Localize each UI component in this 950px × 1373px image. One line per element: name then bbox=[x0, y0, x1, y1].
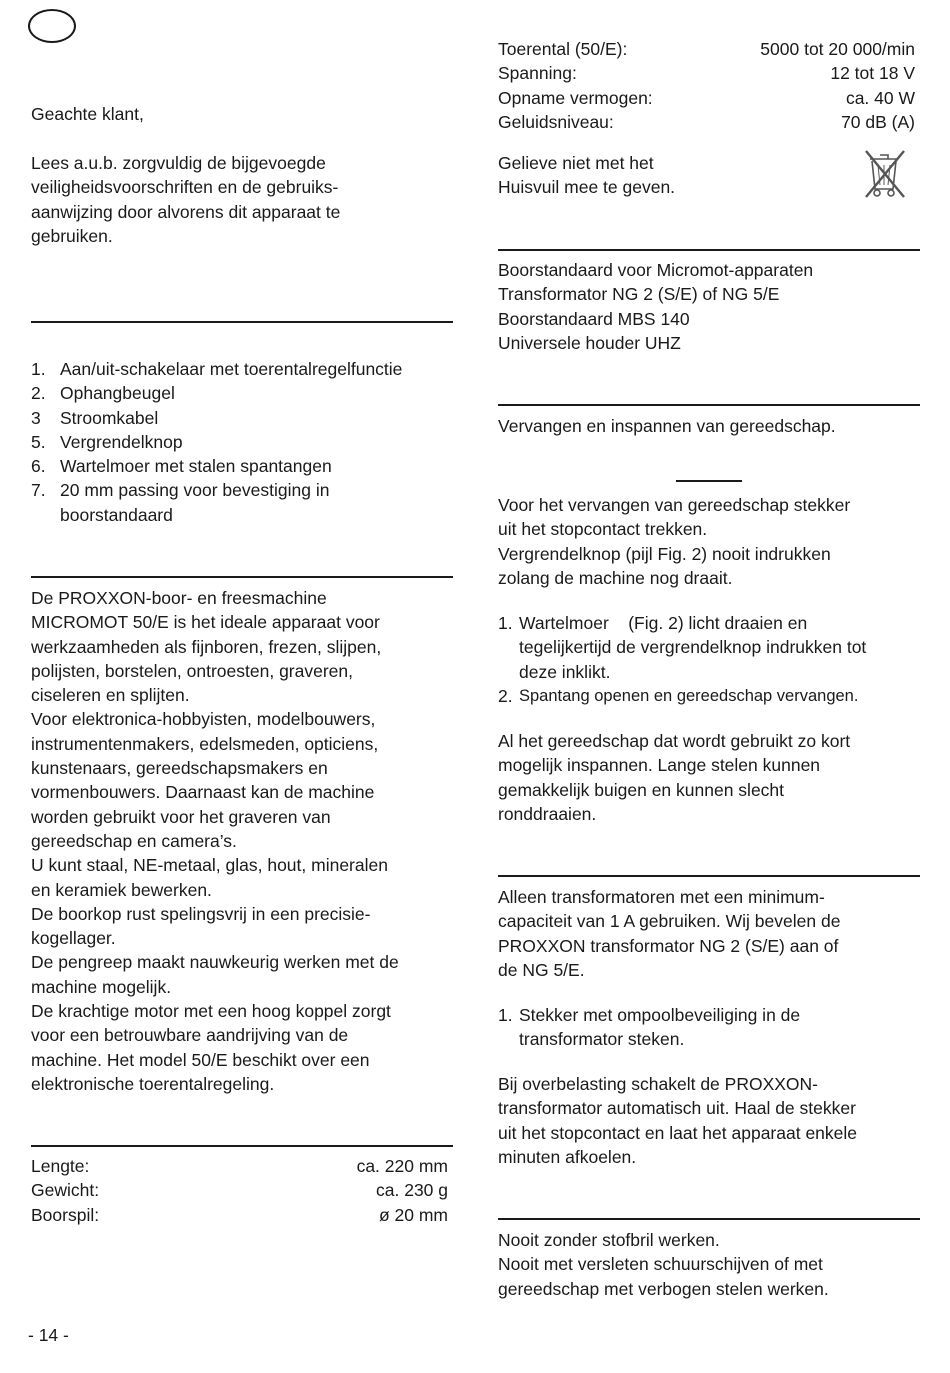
intro-paragraph bbox=[31, 151, 453, 248]
spec-value: ca. 40 W bbox=[845, 87, 915, 108]
dimension-value: ø 20 mm bbox=[378, 1204, 448, 1225]
item-number: 7. bbox=[31, 480, 46, 501]
transformer-line: de NG 5/E. bbox=[498, 959, 585, 980]
dimension-label: Gewicht: bbox=[31, 1180, 100, 1201]
step-item bbox=[498, 1003, 920, 1052]
section-rule bbox=[498, 404, 920, 406]
step-text: Spantang openen en gereedschap vervangen. bbox=[519, 686, 859, 705]
spec-value: 70 dB (A) bbox=[841, 111, 915, 132]
step-number: 1. bbox=[498, 1005, 513, 1025]
description-line: vormenbouwers. Daarnaast kan de machine bbox=[31, 782, 375, 803]
safety-line: Nooit zonder stofbril werken. bbox=[498, 1230, 720, 1250]
item-text bbox=[60, 478, 329, 527]
spec-row bbox=[498, 61, 915, 85]
greeting: Geachte klant, bbox=[31, 104, 144, 124]
spec-row bbox=[498, 110, 915, 134]
language-badge-oval bbox=[28, 9, 76, 43]
spec-value: 5000 tot 20 000/min bbox=[760, 39, 915, 59]
accessory-item: Boorstandaard MBS 140 bbox=[498, 308, 690, 329]
description-line: en keramiek bewerken. bbox=[31, 879, 212, 900]
overload-line: Bij overbelasting schakelt de PROXXON- bbox=[498, 1074, 818, 1094]
crossed-out-wheelie-bin-icon bbox=[858, 145, 910, 201]
step-line: Stekker met ompoolbeveiliging in de bbox=[519, 1005, 801, 1025]
specs-table bbox=[498, 37, 915, 134]
description-line: De krachtige motor met een hoog koppel zorgt bbox=[31, 1001, 391, 1022]
spec-label: Opname vermogen: bbox=[498, 87, 653, 108]
overload-line: uit het stopcontact en laat het apparaat enkele bbox=[498, 1122, 858, 1143]
step-line: transformator steken. bbox=[519, 1029, 685, 1050]
transformer-line: capaciteit van 1 A gebruiken. Wij bevelen de bbox=[498, 911, 841, 932]
description-line: instrumentenmakers, edelsmeden, opticiens, bbox=[31, 733, 379, 754]
overload-line: minuten afkoelen. bbox=[498, 1146, 637, 1167]
section-rule bbox=[498, 249, 920, 251]
overload-line: transformator automatisch uit. Haal de stekker bbox=[498, 1098, 856, 1119]
step-number: 2. bbox=[498, 685, 513, 706]
spec-label: Toerental (50/E): bbox=[498, 39, 628, 59]
disposal-line: Gelieve niet met het bbox=[498, 153, 654, 173]
dimensions-table bbox=[31, 1154, 448, 1227]
tool-change-heading: Vervangen en inspannen van gereedschap. bbox=[498, 416, 836, 436]
transformer-line: PROXXON transformator NG 2 (S/E) aan of bbox=[498, 935, 839, 956]
intro-line: gebruiken. bbox=[31, 225, 113, 246]
step-number: 1. bbox=[498, 613, 513, 633]
clamp-note-paragraph bbox=[498, 729, 920, 826]
description-line: gereedschap en camera’s. bbox=[31, 830, 237, 851]
warning-line: Vergrendelknop (pijl Fig. 2) nooit indrukken bbox=[498, 543, 831, 564]
item-number: 5. bbox=[31, 431, 46, 452]
warning-line: zolang de machine nog draait. bbox=[498, 567, 733, 588]
overload-paragraph bbox=[498, 1072, 920, 1169]
item-text-line: 20 mm passing voor bevestiging in bbox=[60, 480, 330, 501]
parts-list bbox=[31, 357, 461, 527]
transformer-paragraph bbox=[498, 885, 920, 982]
clamp-note-line: Al het gereedschap dat wordt gebruikt zo kort bbox=[498, 731, 851, 751]
parts-list-item bbox=[31, 357, 461, 381]
description-line: worden gebruikt voor het graveren van bbox=[31, 806, 331, 827]
dimension-row bbox=[31, 1178, 448, 1202]
description-line: kunstenaars, gereedschapsmakers en bbox=[31, 758, 328, 779]
description-line: Voor elektronica-hobbyisten, modelbouwers, bbox=[31, 709, 376, 730]
description-line: U kunt staal, NE-metaal, glas, hout, mineralen bbox=[31, 855, 388, 876]
section-rule bbox=[31, 321, 453, 323]
parts-list-item bbox=[31, 478, 461, 527]
item-text: Wartelmoer met stalen spantangen bbox=[60, 456, 332, 477]
section-rule bbox=[498, 1218, 920, 1220]
step-item bbox=[498, 684, 928, 708]
warning-line: uit het stopcontact trekken. bbox=[498, 519, 708, 540]
item-number: 2. bbox=[31, 383, 46, 404]
intro-line: Lees a.u.b. zorgvuldig de bijgevoegde bbox=[31, 153, 326, 173]
intro-line: veiligheidsvoorschriften en de gebruiks- bbox=[31, 177, 339, 198]
section-rule bbox=[31, 576, 453, 578]
item-number: 3 bbox=[31, 407, 41, 428]
safety-line: gereedschap met verbogen stelen werken. bbox=[498, 1278, 829, 1299]
description-line: elektronische toerentalregeling. bbox=[31, 1073, 275, 1094]
transformer-line: Alleen transformatoren met een minimum- bbox=[498, 887, 825, 907]
spec-row bbox=[498, 86, 915, 110]
dimension-row bbox=[31, 1203, 448, 1227]
step-line: deze inklikt. bbox=[519, 661, 611, 682]
description-line: De PROXXON-boor- en freesmachine bbox=[31, 588, 327, 608]
safety-paragraph bbox=[498, 1228, 920, 1301]
spec-row bbox=[498, 37, 915, 61]
clamp-note-line: mogelijk inspannen. Lange stelen kunnen bbox=[498, 755, 821, 776]
description-line: voor een betrouwbare aandrijving van de bbox=[31, 1025, 349, 1046]
item-text-line: boorstandaard bbox=[60, 504, 173, 525]
warning-line: Voor het vervangen van gereedschap stekker bbox=[498, 495, 851, 515]
description-line: De boorkop rust spelingsvrij in een precisie- bbox=[31, 903, 371, 924]
accessory-item: Boorstandaard voor Micromot-apparaten bbox=[498, 260, 814, 280]
description-paragraph bbox=[31, 586, 453, 1096]
tool-change-steps bbox=[498, 611, 928, 708]
section-rule bbox=[498, 875, 920, 877]
item-text: Aan/uit-schakelaar met toerentalregelfunctie bbox=[60, 359, 403, 379]
item-text: Ophangbeugel bbox=[60, 383, 175, 404]
description-line: De pengreep maakt nauwkeurig werken met de bbox=[31, 952, 399, 973]
step-line: tegelijkertijd de vergrendelknop indrukken tot bbox=[519, 637, 867, 658]
description-line: ciseleren en splijten. bbox=[31, 685, 190, 706]
spec-label: Spanning: bbox=[498, 63, 577, 84]
step-text bbox=[519, 611, 866, 684]
transformer-steps bbox=[498, 1003, 920, 1052]
description-line: kogellager. bbox=[31, 928, 116, 949]
description-line: machine. Het model 50/E beschikt over een bbox=[31, 1049, 370, 1070]
clamp-note-line: gemakkelijk buigen en kunnen slecht bbox=[498, 779, 785, 800]
accessory-item: Universele houder UHZ bbox=[498, 332, 681, 353]
parts-list-item bbox=[31, 406, 461, 430]
step-line: Wartelmoer (Fig. 2) licht draaien en bbox=[519, 613, 808, 633]
dimension-value: ca. 220 mm bbox=[356, 1156, 448, 1176]
description-line: machine mogelijk. bbox=[31, 976, 172, 997]
parts-list-item bbox=[31, 454, 461, 478]
step-text bbox=[519, 1003, 800, 1052]
warning-paragraph bbox=[498, 493, 920, 590]
dimension-value: ca. 230 g bbox=[376, 1180, 448, 1201]
parts-list-item bbox=[31, 381, 461, 405]
disposal-line: Huisvuil mee te geven. bbox=[498, 177, 676, 198]
subsection-rule bbox=[676, 480, 742, 482]
item-text: Stroomkabel bbox=[60, 407, 159, 428]
item-number: 1. bbox=[31, 359, 46, 379]
intro-line: aanwijzing door alvorens dit apparaat te bbox=[31, 201, 341, 222]
dimension-row bbox=[31, 1154, 448, 1178]
dimension-label: Boorspil: bbox=[31, 1204, 100, 1225]
step-item bbox=[498, 611, 928, 684]
description-line: MICROMOT 50/E is het ideale apparaat voor bbox=[31, 612, 380, 633]
page-number: - 14 - bbox=[28, 1325, 69, 1345]
disposal-note bbox=[498, 151, 798, 200]
accessory-item: Transformator NG 2 (S/E) of NG 5/E bbox=[498, 284, 780, 305]
accessories-list bbox=[498, 258, 920, 355]
spec-value: 12 tot 18 V bbox=[830, 63, 915, 84]
safety-line: Nooit met versleten schuurschijven of met bbox=[498, 1254, 823, 1275]
parts-list-item bbox=[31, 430, 461, 454]
dimension-label: Lengte: bbox=[31, 1156, 90, 1176]
section-rule bbox=[31, 1145, 453, 1147]
description-line: werkzaamheden als fijnboren, frezen, slijpen, bbox=[31, 636, 382, 657]
clamp-note-line: ronddraaien. bbox=[498, 803, 597, 824]
spec-label: Geluidsniveau: bbox=[498, 111, 614, 132]
description-line: polijsten, borstelen, ontroesten, graveren, bbox=[31, 660, 353, 681]
item-text: Vergrendelknop bbox=[60, 431, 183, 452]
item-number: 6. bbox=[31, 456, 46, 477]
